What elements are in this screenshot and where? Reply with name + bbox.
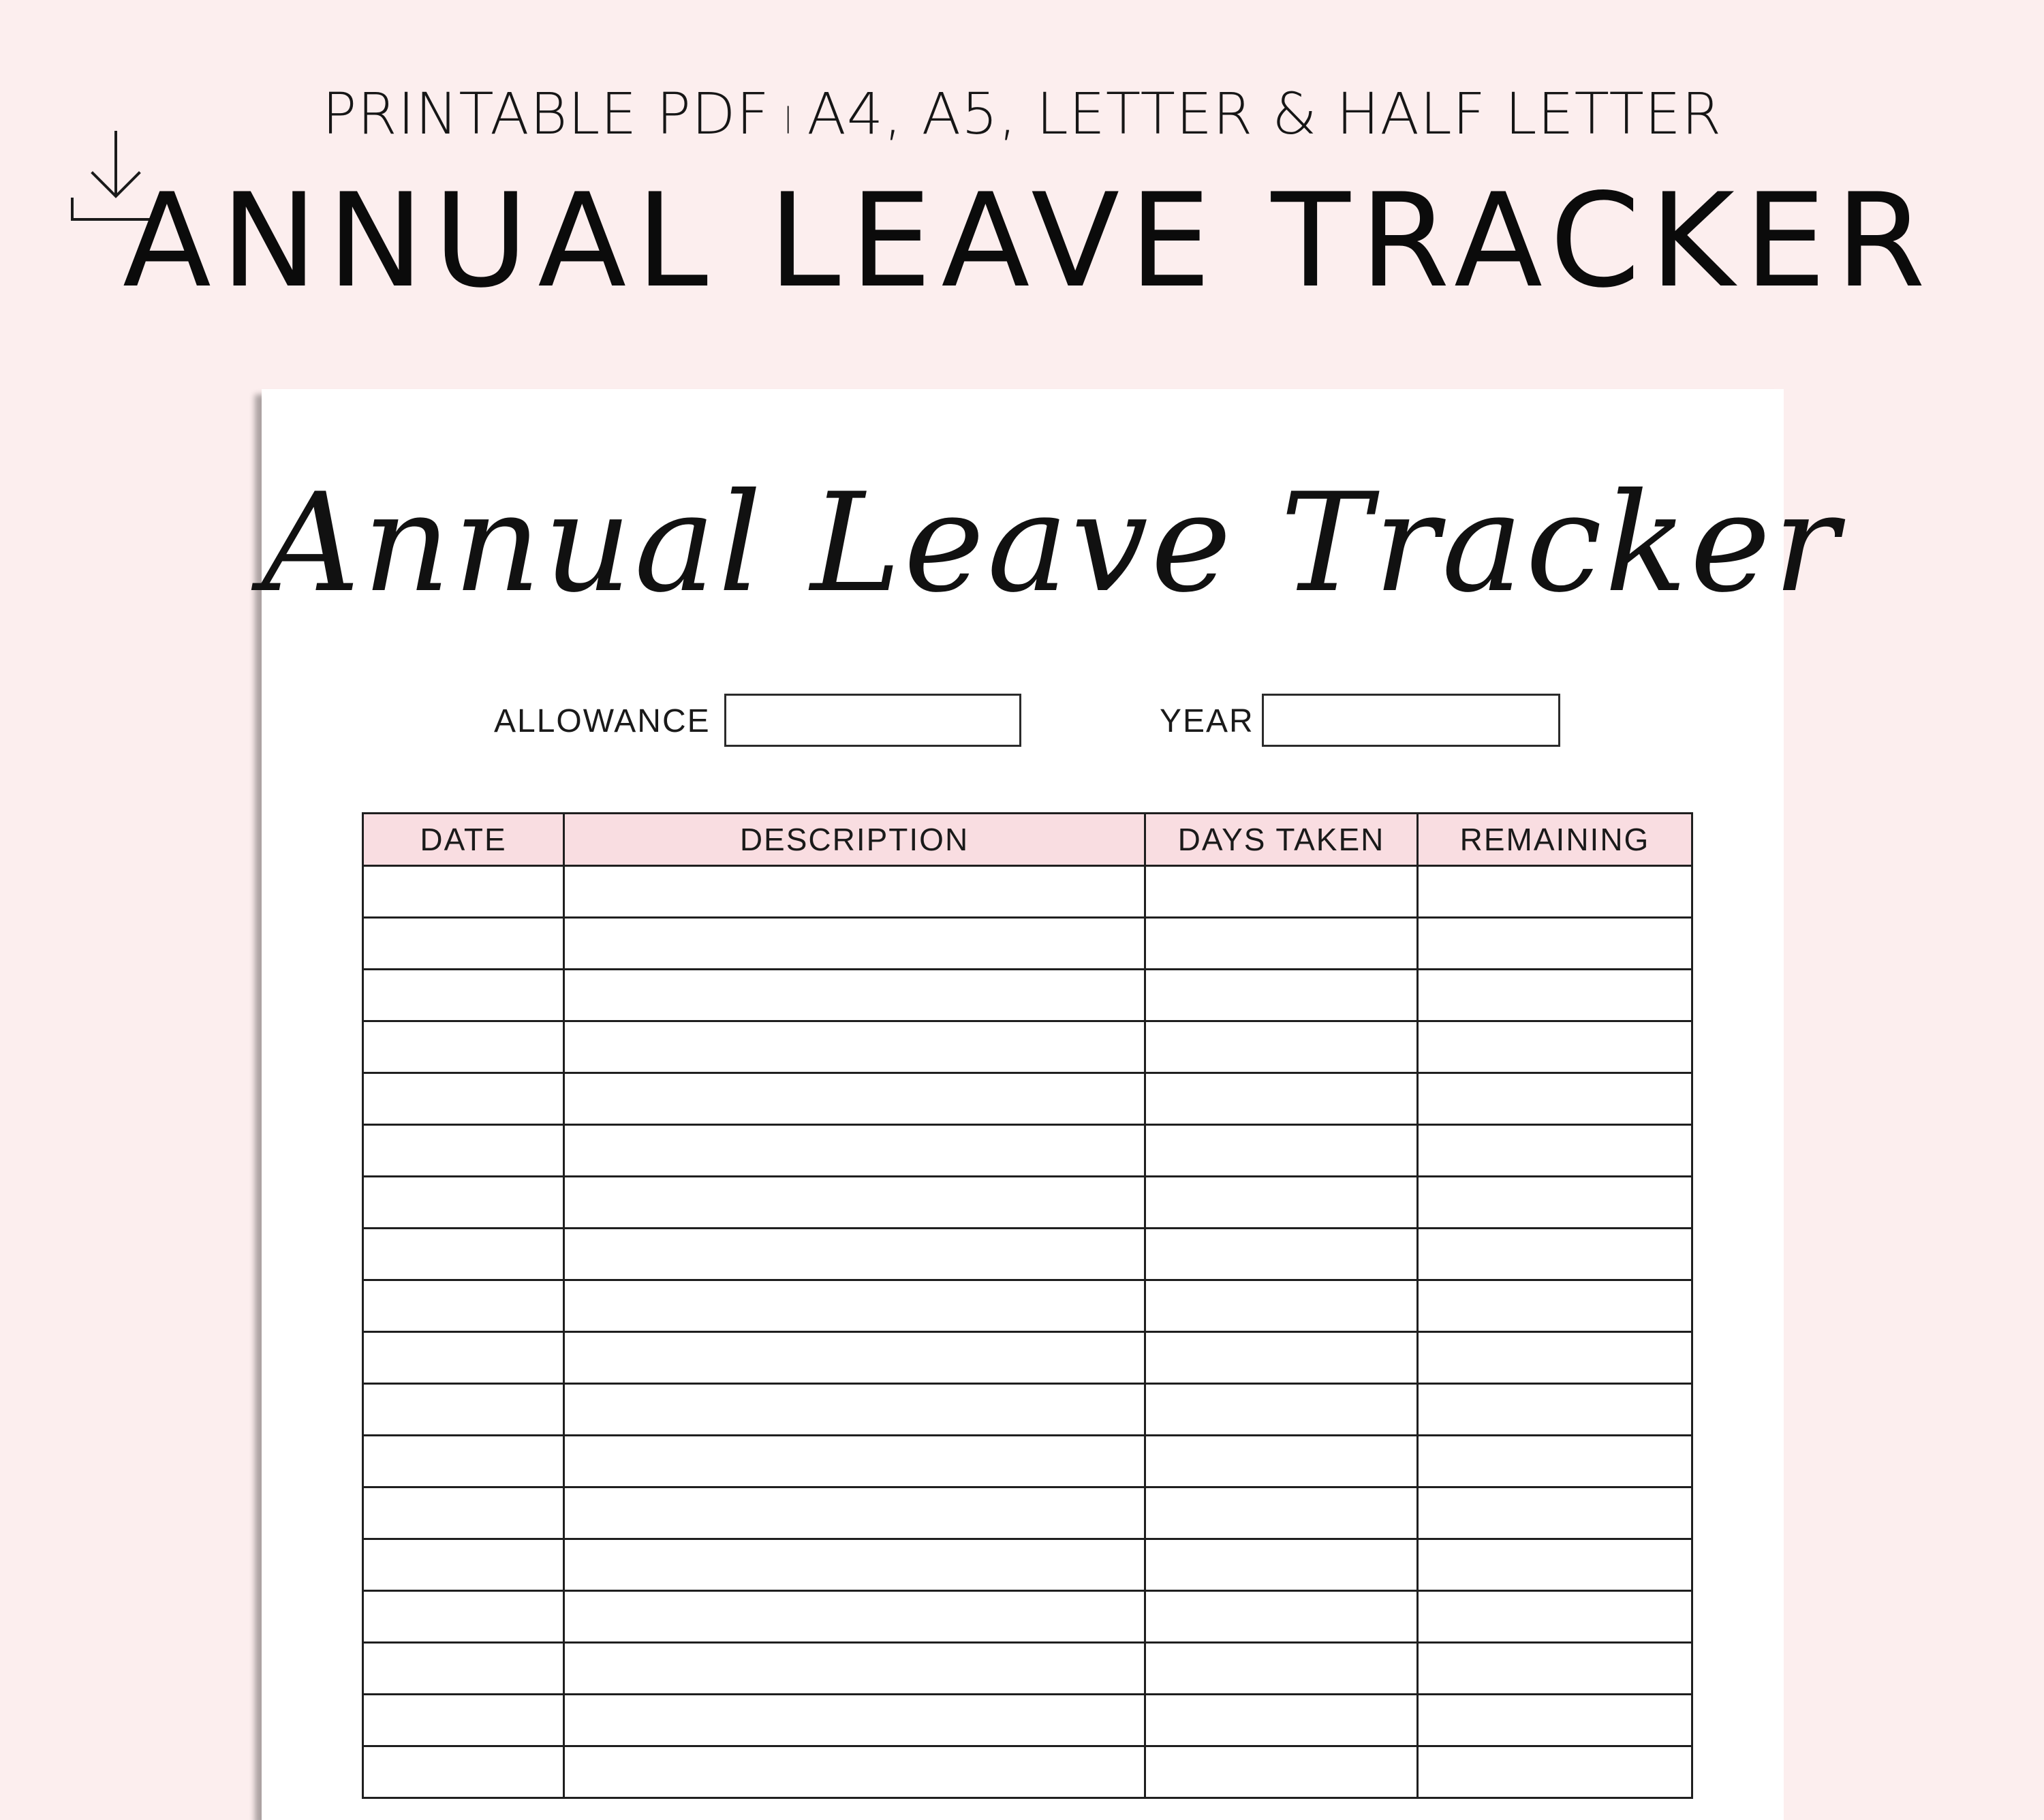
date-cell[interactable] [363, 1280, 564, 1332]
date-cell[interactable] [363, 866, 564, 918]
description-cell[interactable] [564, 1643, 1145, 1695]
date-cell[interactable] [363, 1539, 564, 1591]
description-cell[interactable] [564, 1125, 1145, 1177]
description-cell[interactable] [564, 1021, 1145, 1073]
format-subtitle [0, 80, 2044, 147]
description-cell[interactable] [564, 1591, 1145, 1643]
allowance-label: ALLOWANCE [494, 703, 711, 739]
remaining-cell[interactable] [1418, 1643, 1692, 1695]
table-row [363, 1073, 1692, 1125]
date-cell[interactable] [363, 1021, 564, 1073]
days-taken-cell[interactable] [1145, 1021, 1418, 1073]
table-row [363, 866, 1692, 918]
date-cell[interactable] [363, 1177, 564, 1229]
remaining-cell[interactable] [1418, 1229, 1692, 1280]
date-cell[interactable] [363, 1436, 564, 1487]
days-taken-cell[interactable] [1145, 1487, 1418, 1539]
date-cell[interactable] [363, 1643, 564, 1695]
date-cell[interactable] [363, 1332, 564, 1384]
remaining-cell[interactable] [1418, 1125, 1692, 1177]
table-row [363, 918, 1692, 970]
remaining-cell[interactable] [1418, 1280, 1692, 1332]
description-cell[interactable] [564, 1695, 1145, 1746]
allowance-field[interactable] [724, 694, 1021, 747]
remaining-cell[interactable] [1418, 918, 1692, 970]
description-cell[interactable] [564, 918, 1145, 970]
description-cell[interactable] [564, 1746, 1145, 1798]
date-cell[interactable] [363, 1229, 564, 1280]
remaining-cell[interactable] [1418, 1384, 1692, 1436]
remaining-cell[interactable] [1418, 1539, 1692, 1591]
days-taken-cell[interactable] [1145, 970, 1418, 1021]
date-cell[interactable] [363, 1487, 564, 1539]
year-field[interactable] [1262, 694, 1560, 747]
days-taken-cell[interactable] [1145, 1436, 1418, 1487]
remaining-cell[interactable] [1418, 1177, 1692, 1229]
column-header-remaining: REMAINING [1418, 814, 1692, 866]
remaining-cell[interactable] [1418, 1591, 1692, 1643]
table-row [363, 1487, 1692, 1539]
description-cell[interactable] [564, 1436, 1145, 1487]
column-header-date: DATE [363, 814, 564, 866]
table-row [363, 970, 1692, 1021]
subtitle-separator: | [783, 102, 794, 134]
days-taken-cell[interactable] [1145, 866, 1418, 918]
date-cell[interactable] [363, 1591, 564, 1643]
date-cell[interactable] [363, 1073, 564, 1125]
year-label: YEAR [1160, 703, 1254, 739]
date-cell[interactable] [363, 1384, 564, 1436]
description-cell[interactable] [564, 1177, 1145, 1229]
column-header-description: DESCRIPTION [564, 814, 1145, 866]
table-row [363, 1125, 1692, 1177]
table-row [363, 1436, 1692, 1487]
printable-sheet [262, 389, 1842, 1820]
description-cell[interactable] [564, 1229, 1145, 1280]
remaining-cell[interactable] [1418, 866, 1692, 918]
table-row [363, 1746, 1692, 1798]
date-cell[interactable] [363, 1125, 564, 1177]
table-row [363, 1384, 1692, 1436]
table-row [363, 1695, 1692, 1746]
days-taken-cell[interactable] [1145, 1177, 1418, 1229]
table-row [363, 1539, 1692, 1591]
description-cell[interactable] [564, 1280, 1145, 1332]
remaining-cell[interactable] [1418, 970, 1692, 1021]
description-cell[interactable] [564, 1073, 1145, 1125]
table-row [363, 1591, 1692, 1643]
description-cell[interactable] [564, 866, 1145, 918]
subtitle-file-type: PRINTABLE PDF [322, 80, 770, 147]
remaining-cell[interactable] [1418, 1695, 1692, 1746]
table-row [363, 1643, 1692, 1695]
description-cell[interactable] [564, 1539, 1145, 1591]
date-cell[interactable] [363, 1695, 564, 1746]
column-header-days-taken: DAYS TAKEN [1145, 814, 1418, 866]
days-taken-cell[interactable] [1145, 1539, 1418, 1591]
days-taken-cell[interactable] [1145, 1073, 1418, 1125]
description-cell[interactable] [564, 970, 1145, 1021]
table-header-row [363, 814, 1692, 866]
table-row [363, 1177, 1692, 1229]
date-cell[interactable] [363, 970, 564, 1021]
days-taken-cell[interactable] [1145, 1332, 1418, 1384]
table-row [363, 1229, 1692, 1280]
remaining-cell[interactable] [1418, 1073, 1692, 1125]
subtitle-sizes: A4, A5, LETTER & HALF LETTER [807, 80, 1722, 147]
days-taken-cell[interactable] [1145, 1643, 1418, 1695]
page-title: ANNUAL LEAVE TRACKER [122, 166, 1935, 316]
remaining-cell[interactable] [1418, 1436, 1692, 1487]
table-body [363, 866, 1692, 1798]
sheet-script-title: Annual Leave Tracker [262, 464, 1842, 623]
date-cell[interactable] [363, 1746, 564, 1798]
table-row [363, 1021, 1692, 1073]
table-row [363, 1280, 1692, 1332]
days-taken-cell[interactable] [1145, 1280, 1418, 1332]
remaining-cell[interactable] [1418, 1746, 1692, 1798]
days-taken-cell[interactable] [1145, 1695, 1418, 1746]
leave-table [362, 812, 1693, 1799]
days-taken-cell[interactable] [1145, 1384, 1418, 1436]
remaining-cell[interactable] [1418, 1332, 1692, 1384]
table-row [363, 1332, 1692, 1384]
remaining-cell[interactable] [1418, 1487, 1692, 1539]
days-taken-cell[interactable] [1145, 918, 1418, 970]
remaining-cell[interactable] [1418, 1021, 1692, 1073]
description-cell[interactable] [564, 1384, 1145, 1436]
date-cell[interactable] [363, 918, 564, 970]
days-taken-cell[interactable] [1145, 1125, 1418, 1177]
description-cell[interactable] [564, 1332, 1145, 1384]
description-cell[interactable] [564, 1487, 1145, 1539]
days-taken-cell[interactable] [1145, 1229, 1418, 1280]
days-taken-cell[interactable] [1145, 1746, 1418, 1798]
days-taken-cell[interactable] [1145, 1591, 1418, 1643]
